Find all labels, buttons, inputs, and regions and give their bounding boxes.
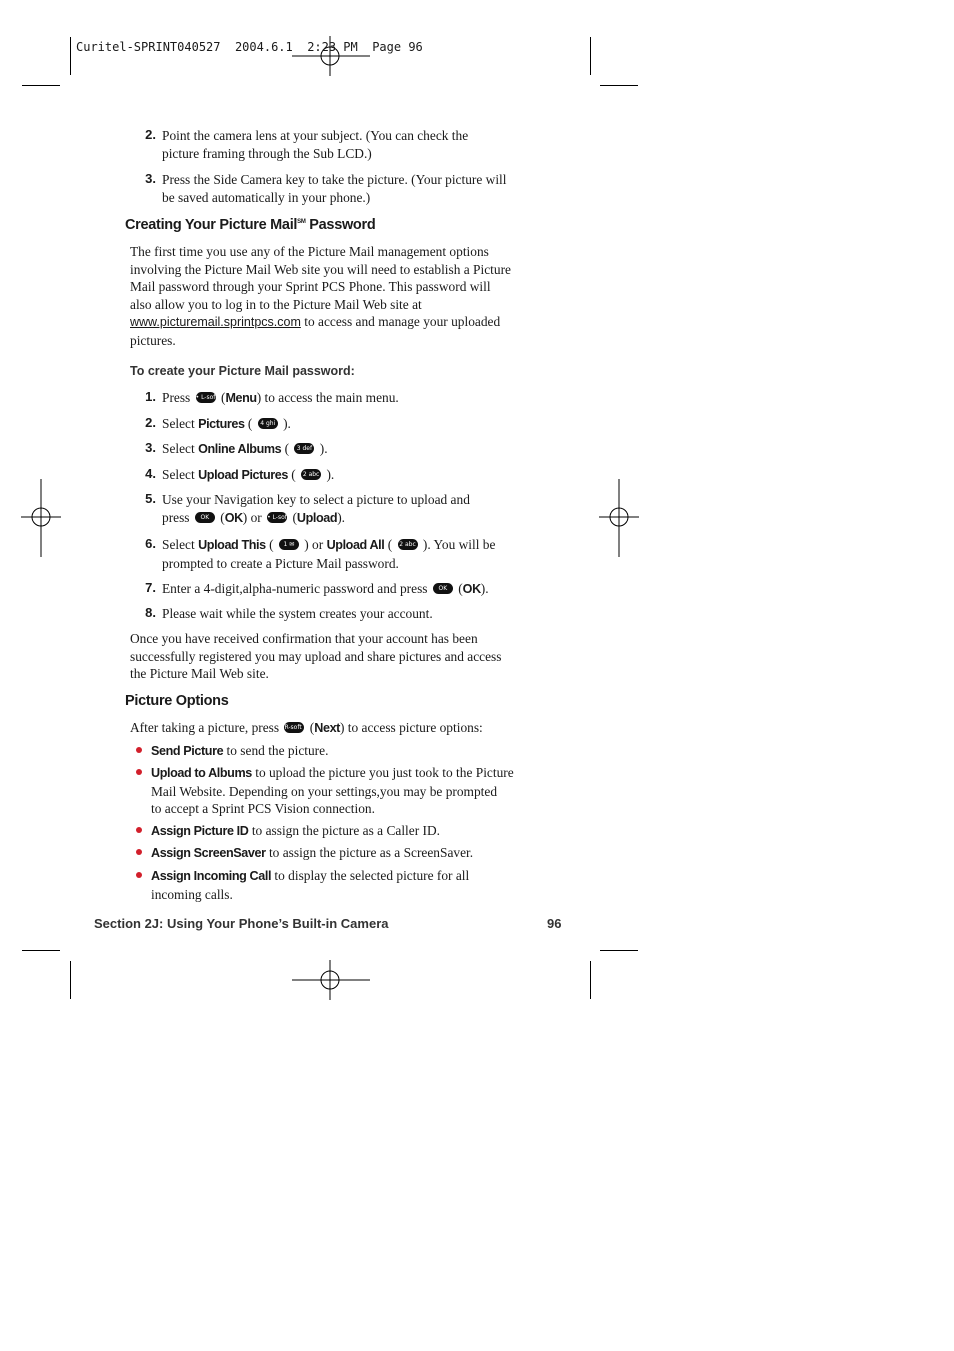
command-upload-pictures: Upload Pictures: [198, 468, 288, 482]
command-upload-all: Upload All: [326, 538, 385, 552]
text: ). You will be: [419, 537, 496, 552]
command-online-albums: Online Albums: [198, 442, 282, 456]
command-menu: Menu: [225, 391, 257, 405]
step-number: 2.: [145, 415, 156, 430]
text: Press: [162, 390, 194, 405]
step-8: Please wait while the system creates your account.: [162, 606, 433, 621]
service-mark: SM: [297, 219, 306, 226]
text: to assign the picture as a Caller ID.: [248, 823, 440, 838]
option-assign-incoming-call: [151, 867, 469, 903]
line: prompted to create a Picture Mail password.: [162, 555, 399, 571]
step-number: 5.: [145, 491, 156, 506]
step-text: [162, 127, 468, 162]
command: Assign Incoming Call: [151, 869, 272, 883]
page-number: 96: [547, 916, 562, 931]
lsoft-key-icon: • L-soft: [195, 394, 218, 402]
step-4: [162, 466, 334, 485]
picturemail-link[interactable]: www.picturemail.sprintpcs.com: [130, 315, 301, 330]
command: Upload to Albums: [151, 766, 252, 780]
line: [151, 764, 514, 783]
text: (: [454, 581, 463, 596]
ok-key-icon: OK: [195, 512, 215, 523]
text: (: [289, 509, 297, 525]
line: The first time you use any of the Picture Mail management options: [130, 244, 489, 259]
registration-crosshair-left: [21, 479, 61, 557]
step-number: 6.: [145, 536, 156, 551]
key-2-icon: 2 abc: [302, 471, 320, 479]
step-7: [162, 580, 489, 599]
command: Send Picture: [151, 744, 224, 758]
registration-crosshair-right: [599, 479, 639, 557]
text: ).: [279, 416, 291, 431]
section-heading-password: [125, 217, 375, 233]
footer-section-title: Section 2J: Using Your Phone’s Built-in Camera: [94, 916, 389, 931]
line: Mail Website. Depending on your settings,you may be prompted: [151, 783, 498, 799]
step-3: [162, 440, 328, 459]
line: also allow you to log in to the Picture Mail Web site at: [130, 296, 422, 312]
step-number: 1.: [145, 389, 156, 404]
line: involving the Picture Mail Web site you will need to establish a Picture: [130, 261, 511, 277]
text: to access and manage your uploaded: [300, 314, 501, 330]
line: be saved automatically in your phone.): [162, 189, 371, 205]
text: ).: [316, 441, 328, 456]
bullet-icon: [136, 849, 142, 855]
text: (: [217, 390, 226, 405]
line: the Picture Mail Web site.: [130, 666, 269, 682]
text: Select: [162, 467, 199, 482]
text: ) or: [242, 509, 266, 525]
line: [151, 867, 469, 886]
text: Select: [162, 416, 199, 431]
step-number: 2.: [145, 127, 156, 142]
text: (: [384, 537, 396, 552]
line: [162, 536, 495, 555]
text: Select: [162, 441, 199, 456]
lsoft-key-icon: • L-soft: [267, 514, 290, 522]
text: (: [265, 537, 277, 552]
text: (: [244, 416, 256, 431]
section-heading-picture-options: Picture Options: [125, 693, 229, 709]
key-3-icon: 3 def: [294, 443, 314, 454]
step-text: [162, 171, 506, 206]
bullet-icon: [136, 872, 142, 878]
option-send-picture: [151, 742, 328, 761]
line: [162, 509, 470, 528]
line: to accept a Sprint PCS Vision connection.: [151, 801, 375, 817]
text: press: [162, 509, 193, 525]
bullet-icon: [136, 769, 142, 775]
step-number: 3.: [145, 171, 156, 186]
text: (: [216, 509, 225, 525]
text: to send the picture.: [223, 743, 329, 758]
line: pictures.: [130, 332, 176, 348]
line: [130, 313, 511, 332]
line: incoming calls.: [151, 886, 233, 902]
command-ok: OK: [462, 582, 481, 596]
text: to display the selected picture for all: [271, 868, 470, 883]
command: Assign ScreenSaver: [151, 846, 266, 860]
step-number: 3.: [145, 440, 156, 455]
text: ) to access picture options:: [339, 720, 483, 735]
line: successfully registered you may upload and share pictures and access: [130, 648, 502, 664]
heading-text: Creating Your Picture Mail: [125, 217, 298, 233]
step-number: 7.: [145, 580, 156, 595]
text: (: [281, 441, 293, 456]
line: picture framing through the Sub LCD.): [162, 145, 372, 161]
command: Assign Picture ID: [151, 824, 249, 838]
text: (: [306, 720, 315, 735]
option-assign-picture-id: [151, 822, 440, 841]
options-intro: [130, 719, 483, 738]
option-upload-to-albums: [151, 764, 514, 818]
text: ).: [480, 581, 489, 596]
intro-paragraph: [130, 243, 511, 350]
command-next: Next: [314, 721, 340, 735]
key-2-icon: 2 abc: [399, 541, 416, 549]
option-assign-screensaver: [151, 844, 473, 863]
text: After taking a picture, press: [130, 720, 283, 735]
text: (: [287, 467, 300, 482]
line: Mail password through your Sprint PCS Phone. This password will: [130, 279, 491, 295]
command-ok: OK: [224, 510, 243, 525]
command-upload-this: Upload This: [198, 538, 266, 552]
confirmation-paragraph: [130, 630, 501, 683]
print-slug: Curitel-SPRINT040527 2004.6.1 2:23 PM Page 96: [76, 40, 423, 54]
command-pictures: Pictures: [198, 417, 245, 431]
line: Once you have received confirmation that your account has been: [130, 631, 478, 646]
step-5: [162, 491, 470, 527]
text: to upload the picture you just took to the Picture: [251, 765, 514, 780]
text: Select: [162, 537, 199, 552]
ok-key-icon: OK: [433, 583, 453, 594]
subheading-create-password: To create your Picture Mail password:: [130, 364, 355, 378]
key-1-icon: 1 ✉: [279, 539, 299, 550]
text: ).: [323, 467, 335, 482]
step-number: 4.: [145, 466, 156, 481]
bullet-icon: [136, 827, 142, 833]
line: Point the camera lens at your subject. (You can check the: [162, 128, 469, 143]
key-4-icon: 4 ghi: [258, 418, 278, 429]
line: Use your Navigation key to select a picture to upload and: [162, 492, 470, 507]
text: to assign the picture as a ScreenSaver.: [265, 845, 474, 860]
heading-text: Password: [305, 217, 376, 233]
text: ).: [337, 509, 345, 525]
step-1: [162, 389, 399, 408]
step-2: [162, 415, 291, 434]
text: ) or: [300, 537, 327, 552]
text: Enter a 4-digit,alpha-numeric password and press: [162, 581, 431, 596]
text: ) to access the main menu.: [256, 390, 399, 405]
step-6: [162, 536, 495, 572]
command-upload: Upload: [296, 510, 338, 525]
registration-crosshair-bottom: [292, 960, 370, 1000]
step-number: 8.: [145, 605, 156, 620]
rsoft-key-icon: R-soft •: [284, 724, 308, 732]
line: Press the Side Camera key to take the picture. (Your picture will: [162, 172, 507, 187]
bullet-icon: [136, 747, 142, 753]
